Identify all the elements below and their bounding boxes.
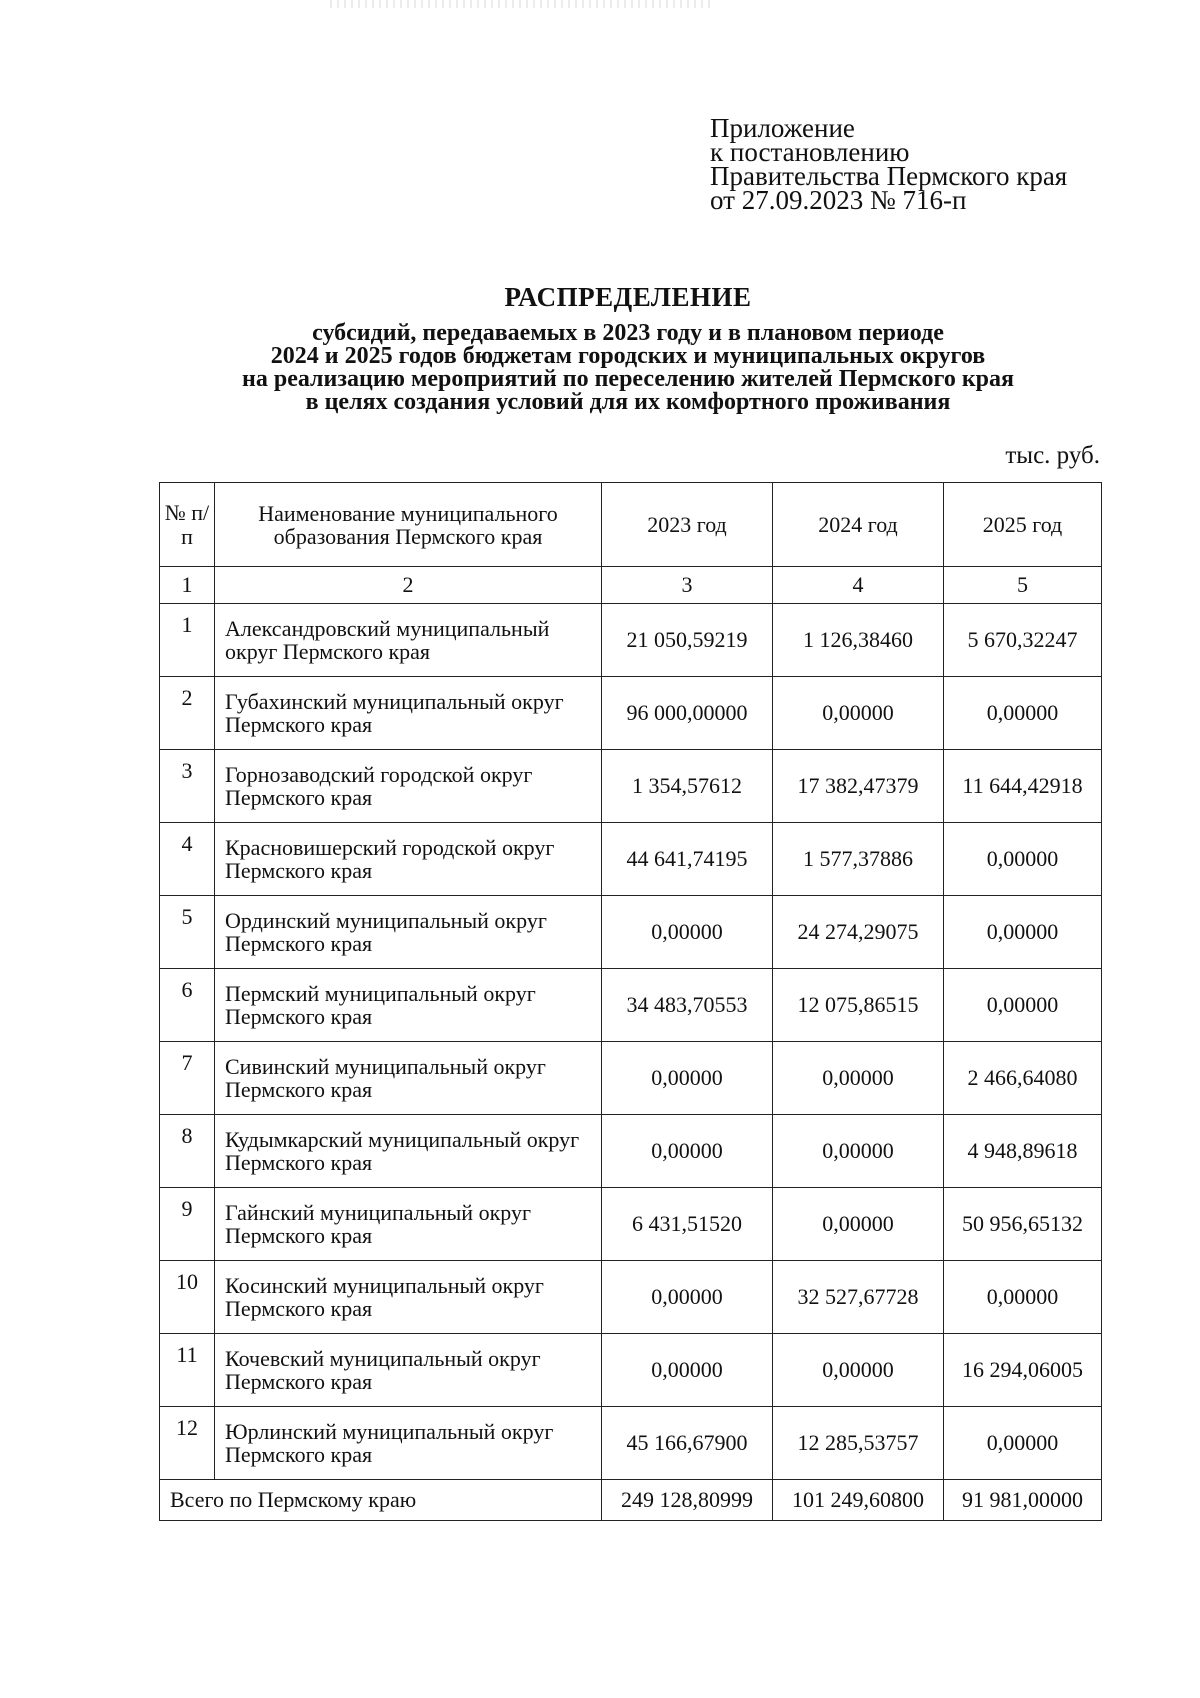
- value-2025: 0,00000: [944, 896, 1102, 969]
- municipality-name: Ординский муниципальный округ Пермского края: [215, 896, 602, 969]
- table-header-row: [160, 483, 1102, 567]
- value-2025: 0,00000: [944, 1407, 1102, 1480]
- value-2024: 0,00000: [773, 1334, 944, 1407]
- value-2023: 96 000,00000: [602, 677, 773, 750]
- table-row: [160, 1261, 1102, 1334]
- subtitle-line: на реализацию мероприятий по переселению жителей Пермского края: [242, 366, 1014, 392]
- table-row: [160, 1334, 1102, 1407]
- total-2025: 91 981,00000: [944, 1480, 1102, 1521]
- value-2025: 2 466,64080: [944, 1042, 1102, 1115]
- municipality-name: Кудымкарский муниципальный округ Пермского края: [215, 1115, 602, 1188]
- value-2024: 0,00000: [773, 1188, 944, 1261]
- row-number: 7: [160, 1042, 215, 1115]
- column-number-row: [160, 567, 1102, 604]
- row-number: 5: [160, 896, 215, 969]
- row-number: 2: [160, 677, 215, 750]
- value-2023: 44 641,74195: [602, 823, 773, 896]
- column-number: 5: [944, 567, 1102, 604]
- appendix-line: Приложение: [710, 113, 855, 143]
- value-2024: 17 382,47379: [773, 750, 944, 823]
- value-2024: 0,00000: [773, 677, 944, 750]
- municipality-name: Юрлинский муниципальный округ Пермского края: [215, 1407, 602, 1480]
- appendix-line: к постановлению: [710, 137, 910, 167]
- column-number: 2: [215, 567, 602, 604]
- scan-artifact: [330, 0, 710, 8]
- total-label: Всего по Пермскому краю: [160, 1480, 602, 1521]
- municipality-name: Александровский муниципальный округ Пермского края: [215, 604, 602, 677]
- table-row: [160, 823, 1102, 896]
- subtitle-line: в целях создания условий для их комфортного проживания: [305, 389, 951, 415]
- table-row: [160, 604, 1102, 677]
- units-label: тыс. руб.: [1005, 442, 1100, 469]
- table-row: [160, 969, 1102, 1042]
- table-row: [160, 677, 1102, 750]
- header-2025: 2025 год: [944, 483, 1102, 567]
- subsidy-table: [159, 482, 1102, 1521]
- municipality-name: Кочевский муниципальный округ Пермского края: [215, 1334, 602, 1407]
- subtitle-line: субсидий, передаваемых в 2023 году и в плановом периоде: [312, 320, 944, 346]
- value-2025: 0,00000: [944, 969, 1102, 1042]
- value-2024: 1 577,37886: [773, 823, 944, 896]
- row-number: 10: [160, 1261, 215, 1334]
- value-2025: 4 948,89618: [944, 1115, 1102, 1188]
- value-2023: 21 050,59219: [602, 604, 773, 677]
- value-2025: 16 294,06005: [944, 1334, 1102, 1407]
- column-number: 3: [602, 567, 773, 604]
- value-2024: 0,00000: [773, 1115, 944, 1188]
- row-number: 8: [160, 1115, 215, 1188]
- value-2025: 11 644,42918: [944, 750, 1102, 823]
- total-2023: 249 128,80999: [602, 1480, 773, 1521]
- municipality-name: Губахинский муниципальный округ Пермского края: [215, 677, 602, 750]
- value-2024: 1 126,38460: [773, 604, 944, 677]
- value-2023: 34 483,70553: [602, 969, 773, 1042]
- value-2025: 0,00000: [944, 677, 1102, 750]
- value-2024: 32 527,67728: [773, 1261, 944, 1334]
- value-2025: 0,00000: [944, 1261, 1102, 1334]
- table-row: [160, 896, 1102, 969]
- value-2023: 0,00000: [602, 1334, 773, 1407]
- row-number: 3: [160, 750, 215, 823]
- table-row: [160, 1188, 1102, 1261]
- value-2024: 12 075,86515: [773, 969, 944, 1042]
- row-number: 9: [160, 1188, 215, 1261]
- municipality-name: Косинский муниципальный округ Пермского края: [215, 1261, 602, 1334]
- value-2023: 0,00000: [602, 1042, 773, 1115]
- header-2023: 2023 год: [602, 483, 773, 567]
- row-number: 4: [160, 823, 215, 896]
- appendix-line: Правительства Пермского края: [710, 161, 1068, 191]
- table-row: [160, 750, 1102, 823]
- header-municipality: Наименование муниципального образования Пермского края: [215, 483, 602, 567]
- value-2023: 1 354,57612: [602, 750, 773, 823]
- value-2025: 5 670,32247: [944, 604, 1102, 677]
- value-2023: 6 431,51520: [602, 1188, 773, 1261]
- row-number: 1: [160, 604, 215, 677]
- value-2025: 50 956,65132: [944, 1188, 1102, 1261]
- column-number: 4: [773, 567, 944, 604]
- value-2025: 0,00000: [944, 823, 1102, 896]
- value-2023: 0,00000: [602, 896, 773, 969]
- row-number: 12: [160, 1407, 215, 1480]
- value-2024: 12 285,53757: [773, 1407, 944, 1480]
- subtitle-line: 2024 и 2025 годов бюджетам городских и муниципальных округов: [270, 343, 986, 369]
- value-2024: 0,00000: [773, 1042, 944, 1115]
- table-row: [160, 1407, 1102, 1480]
- value-2024: 24 274,29075: [773, 896, 944, 969]
- appendix-block: [710, 113, 1068, 215]
- table-row: [160, 1042, 1102, 1115]
- total-row: [160, 1480, 1102, 1521]
- table-row: [160, 1115, 1102, 1188]
- municipality-name: Сивинский муниципальный округ Пермского края: [215, 1042, 602, 1115]
- value-2023: 0,00000: [602, 1261, 773, 1334]
- row-number: 11: [160, 1334, 215, 1407]
- value-2023: 45 166,67900: [602, 1407, 773, 1480]
- appendix-line: от 27.09.2023 № 716-п: [710, 185, 967, 215]
- document-title: РАСПРЕДЕЛЕНИЕ: [504, 282, 752, 312]
- row-number: 6: [160, 969, 215, 1042]
- municipality-name: Красновишерский городской округ Пермского края: [215, 823, 602, 896]
- municipality-name: Пермский муниципальный округ Пермского края: [215, 969, 602, 1042]
- header-2024: 2024 год: [773, 483, 944, 567]
- header-number: № п/п: [160, 483, 215, 567]
- column-number: 1: [160, 567, 215, 604]
- document-subtitle: [0, 322, 1200, 414]
- total-2024: 101 249,60800: [773, 1480, 944, 1521]
- value-2023: 0,00000: [602, 1115, 773, 1188]
- municipality-name: Гайнский муниципальный округ Пермского края: [215, 1188, 602, 1261]
- municipality-name: Горнозаводский городской округ Пермского края: [215, 750, 602, 823]
